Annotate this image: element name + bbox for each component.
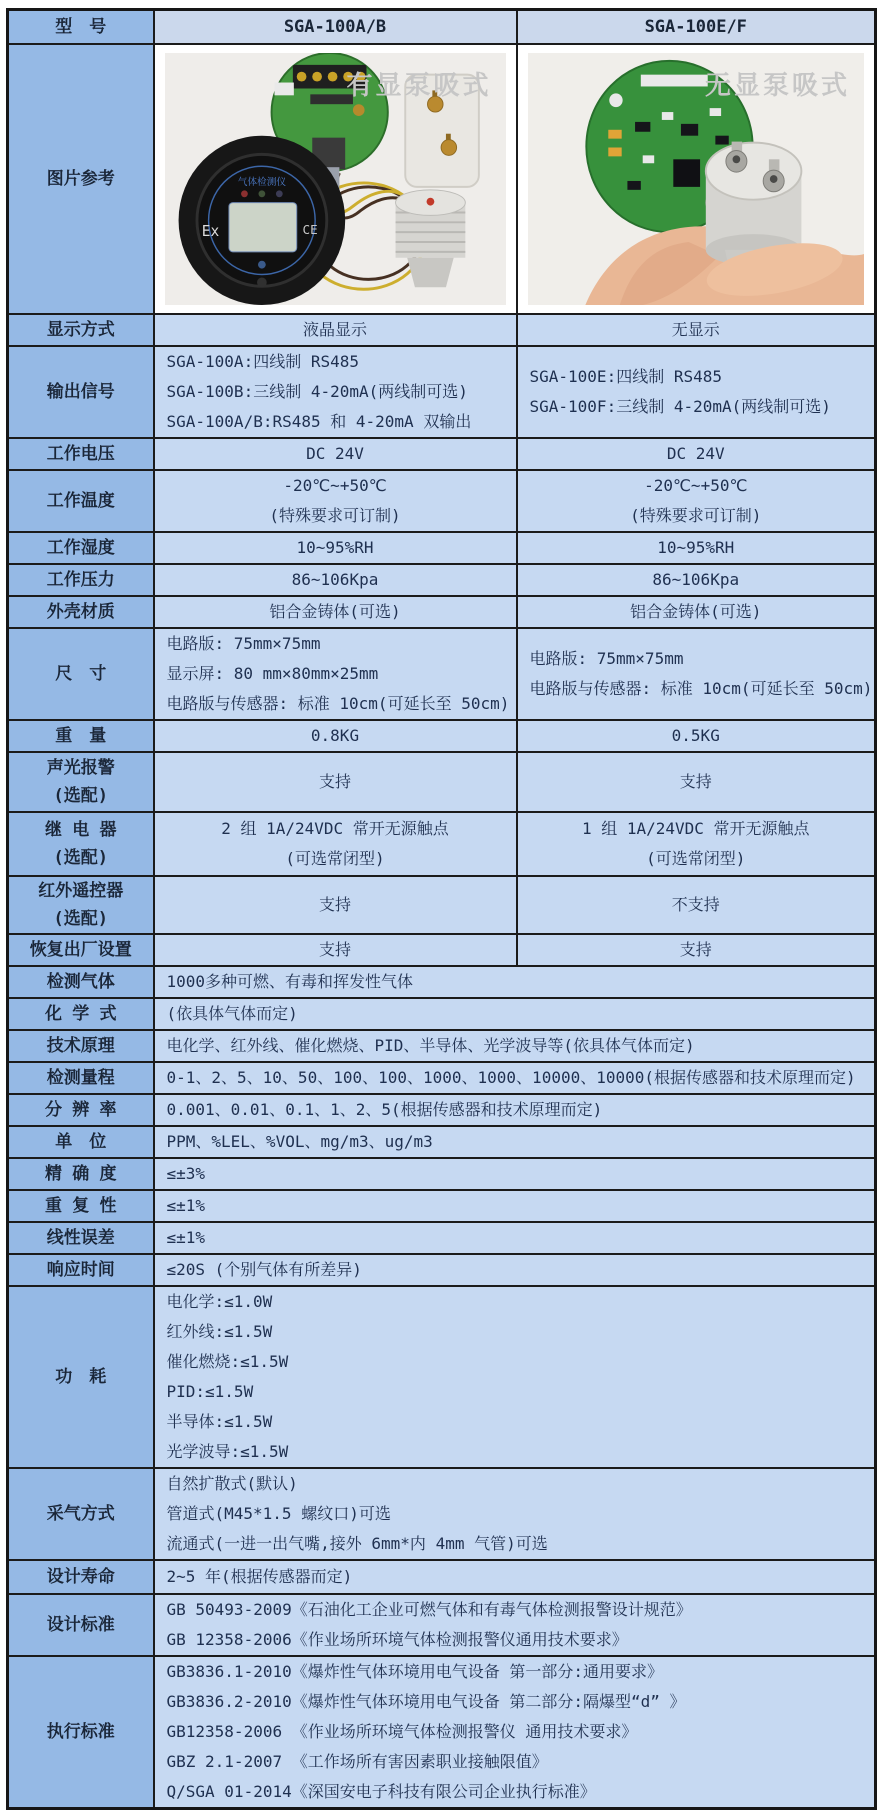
row-label: 化 学 式 [45, 1003, 117, 1024]
row-label: 精 确 度 [45, 1163, 117, 1184]
row-label: 设计寿命 [46, 1566, 115, 1587]
sampling-line-1: 自然扩散式(默认) [166, 1473, 298, 1493]
row-label: 输出信号 [46, 381, 115, 402]
device-screen-title: 气体检测仪 [237, 176, 286, 188]
size-left-2: 显示屏: 80 mm×80mm×25mm [166, 663, 379, 683]
row-accuracy [8, 1158, 876, 1190]
response-value: ≤20S (个别气体有所差异) [166, 1259, 362, 1279]
voltage-right: DC 24V [666, 443, 725, 463]
power-line-3: 催化燃烧:≤1.5W [166, 1351, 289, 1371]
unit-value: PPM、%LEL、%VOL、mg/m3、ug/m3 [166, 1131, 433, 1151]
size-right-1: 电路版: 75mm×75mm [529, 648, 684, 668]
row-humidity [8, 532, 876, 564]
power-line-5: 半导体:≤1.5W [166, 1411, 273, 1431]
row-label: 设计标准 [46, 1614, 115, 1635]
row-temperature [8, 470, 876, 532]
row-label: 工作压力 [46, 569, 115, 590]
spec-table [6, 8, 877, 1810]
row-label: 响应时间 [46, 1259, 115, 1280]
row-sampling-method [8, 1468, 876, 1560]
row-size [8, 628, 876, 720]
power-line-4: PID:≤1.5W [166, 1381, 254, 1401]
row-factory-reset [8, 934, 876, 966]
row-power-consumption [8, 1286, 876, 1468]
remote-right: 不支持 [671, 894, 720, 914]
weight-left: 0.8KG [310, 725, 360, 745]
row-chemical-formula [8, 998, 876, 1030]
row-voltage [8, 438, 876, 470]
humidity-left: 10~95%RH [296, 537, 374, 557]
display-right: 无显示 [671, 319, 720, 339]
row-tech-principle [8, 1030, 876, 1062]
row-label: 显示方式 [46, 319, 115, 340]
temperature-left-1: -20℃~+50℃ [283, 475, 387, 495]
principle-value: 电化学、红外线、催化燃烧、PID、半导体、光学波导等(依具体气体而定) [166, 1035, 695, 1055]
product-photo-right [528, 53, 865, 305]
product-photo-left [165, 53, 506, 305]
lifetime-value: 2~5 年(根据传感器而定) [166, 1566, 353, 1586]
output-left-1: SGA-100A:四线制 RS485 [166, 351, 359, 371]
model-right: SGA-100E/F [644, 16, 747, 37]
display-left: 液晶显示 [302, 319, 367, 339]
reset-right: 支持 [679, 939, 712, 959]
size-left-3: 电路版与传感器: 标准 10cm(可延长至 50cm) [166, 693, 510, 713]
row-label-2: (选配) [53, 847, 108, 868]
relay-left-2: (可选常闭型) [285, 848, 385, 868]
row-label: 工作电压 [46, 443, 115, 464]
temperature-right-2: (特殊要求可订制) [630, 505, 762, 525]
row-detection-range [8, 1062, 876, 1094]
row-repeatability [8, 1190, 876, 1222]
model-label: 型 号 [55, 16, 107, 37]
row-label: 线性误差 [46, 1227, 115, 1248]
sampling-line-3: 流通式(一进一出气嘴,接外 6mm*内 4mm 气管)可选 [166, 1533, 548, 1553]
output-right-2: SGA-100F:三线制 4-20mA(两线制可选) [529, 396, 831, 416]
exec-std-line-2: GB3836.2-2010《爆炸性气体环境用电气设备 第二部分:隔爆型“d” 》 [166, 1691, 686, 1711]
row-label-1: 继 电 器 [45, 819, 117, 840]
row-detected-gases [8, 966, 876, 998]
row-label-1: 红外遥控器 [38, 880, 124, 901]
humidity-right: 10~95%RH [657, 537, 735, 557]
exec-std-line-3: GB12358-2006 《作业场所环境气体检测报警仪 通用技术要求》 [166, 1721, 638, 1741]
design-std-line-2: GB 12358-2006《作业场所环境气体检测报警仪通用技术要求》 [166, 1629, 628, 1649]
row-label: 检测量程 [46, 1067, 115, 1088]
row-exec-standard [8, 1656, 876, 1809]
voltage-left: DC 24V [306, 443, 364, 463]
watermark-right: 无显泵吸式 [704, 70, 850, 101]
temperature-right-1: -20℃~+50℃ [644, 475, 748, 495]
model-label-cell [8, 10, 154, 44]
row-label: 单 位 [55, 1131, 107, 1152]
pressure-left: 86~106Kpa [291, 569, 379, 589]
ex-marking: Ex [201, 222, 219, 240]
alarm-left: 支持 [318, 771, 351, 791]
size-left-1: 电路版: 75mm×75mm [166, 633, 321, 653]
exec-std-line-5: Q/SGA 01-2014《深国安电子科技有限公司企业执行标准》 [166, 1781, 596, 1801]
row-display-mode [8, 314, 876, 346]
row-unit [8, 1126, 876, 1158]
row-label-2: (选配) [53, 908, 108, 929]
watermark-left: 有显泵吸式 [346, 70, 492, 101]
row-av-alarm [8, 752, 876, 812]
remote-left: 支持 [318, 894, 351, 914]
linearity-value: ≤±1% [166, 1227, 206, 1247]
resolution-value: 0.001、0.01、0.1、1、2、5(根据传感器和技术原理而定) [166, 1099, 603, 1119]
shell-left: 铝合金铸体(可选) [269, 601, 401, 621]
exec-std-line-1: GB3836.1-2010《爆炸性气体环境用电气设备 第一部分:通用要求》 [166, 1661, 663, 1681]
alarm-right: 支持 [679, 771, 712, 791]
temperature-left-2: (特殊要求可订制) [269, 505, 401, 525]
row-label: 工作湿度 [46, 537, 115, 558]
row-design-standard [8, 1594, 876, 1656]
row-label: 恢复出厂设置 [29, 939, 132, 960]
exec-std-line-4: GBZ 2.1-2007 《工作场所有害因素职业接触限值》 [166, 1751, 548, 1771]
product-photo-right-cell [517, 44, 876, 314]
row-design-lifetime [8, 1560, 876, 1594]
power-line-2: 红外线:≤1.5W [166, 1321, 273, 1341]
size-right-2: 电路版与传感器: 标准 10cm(可延长至 50cm) [529, 678, 873, 698]
repeatability-value: ≤±1% [166, 1195, 206, 1215]
row-label: 外壳材质 [46, 601, 115, 622]
row-label-1: 声光报警 [46, 757, 115, 778]
output-left-3: SGA-100A/B:RS485 和 4-20mA 双输出 [166, 411, 472, 431]
row-label: 执行标准 [46, 1721, 115, 1742]
row-ir-remote [8, 876, 876, 934]
row-response-time [8, 1254, 876, 1286]
photo-row-label: 图片参考 [46, 168, 115, 189]
range-value: 0-1、2、5、10、50、100、100、1000、1000、10000、10000(根据传感器和技术原理而定) [166, 1067, 856, 1087]
row-label: 功 耗 [55, 1366, 107, 1387]
relay-right-1: 1 组 1A/24VDC 常开无源触点 [581, 818, 810, 838]
power-line-6: 光学波导:≤1.5W [166, 1441, 289, 1461]
model-left: SGA-100A/B [283, 16, 387, 37]
row-label: 技术原理 [46, 1035, 115, 1056]
row-resolution [8, 1094, 876, 1126]
output-right-1: SGA-100E:四线制 RS485 [529, 366, 722, 386]
photo-row-label-cell [8, 44, 154, 314]
row-model [8, 10, 876, 44]
row-label: 尺 寸 [55, 663, 107, 684]
row-label: 重 量 [55, 725, 107, 746]
formula-value: (依具体气体而定) [166, 1003, 298, 1023]
row-pressure [8, 564, 876, 596]
row-label-2: (选配) [53, 785, 108, 806]
row-label: 重 复 性 [45, 1195, 117, 1216]
row-photos [8, 44, 876, 314]
gas-detector-device [178, 135, 345, 304]
model-right-cell [517, 10, 876, 44]
pressure-right: 86~106Kpa [652, 569, 740, 589]
power-line-1: 电化学:≤1.0W [166, 1291, 273, 1311]
row-label: 分 辨 率 [45, 1099, 117, 1120]
row-linearity-error [8, 1222, 876, 1254]
relay-right-2: (可选常闭型) [646, 848, 746, 868]
weight-right: 0.5KG [671, 725, 720, 745]
row-relay [8, 812, 876, 876]
design-std-line-1: GB 50493-2009《石油化工企业可燃气体和有毒气体检测报警设计规范》 [166, 1599, 692, 1619]
accuracy-value: ≤±3% [166, 1163, 206, 1183]
row-label: 工作温度 [46, 490, 115, 511]
ce-marking: CE [302, 221, 318, 237]
output-left-2: SGA-100B:三线制 4-20mA(两线制可选) [166, 381, 468, 401]
product-photo-left-cell [154, 44, 517, 314]
row-label: 检测气体 [46, 971, 115, 992]
sampling-line-2: 管道式(M45*1.5 螺纹口)可选 [166, 1503, 391, 1523]
row-shell-material [8, 596, 876, 628]
row-output-signal [8, 346, 876, 438]
shell-right: 铝合金铸体(可选) [630, 601, 762, 621]
reset-left: 支持 [318, 939, 351, 959]
model-left-cell [154, 10, 517, 44]
row-weight [8, 720, 876, 752]
row-label: 采气方式 [46, 1503, 115, 1524]
relay-left-1: 2 组 1A/24VDC 常开无源触点 [221, 818, 449, 838]
gases-value: 1000多种可燃、有毒和挥发性气体 [166, 971, 414, 991]
